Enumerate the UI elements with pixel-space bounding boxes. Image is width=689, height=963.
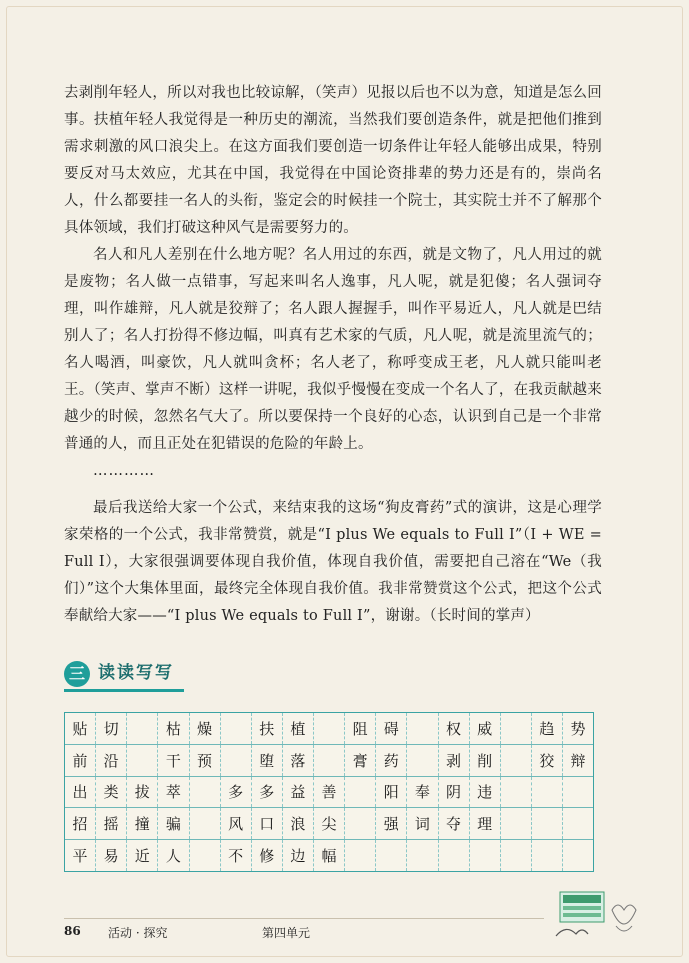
grid-cell [407,713,438,744]
grid-cell: 狡 [532,745,563,776]
grid-cell [376,840,407,871]
publisher-stamp-logo [552,890,644,940]
grid-cell [501,777,532,808]
grid-cell [190,808,221,839]
grid-cell: 招 [65,808,96,839]
grid-cell: 枯 [158,713,189,744]
grid-cell [532,777,563,808]
grid-cell: 碍 [376,713,407,744]
grid-cell: 易 [96,840,127,871]
grid-cell [532,808,563,839]
grid-cell: 威 [470,713,501,744]
grid-cell: 理 [470,808,501,839]
grid-row [65,777,593,809]
footer-divider [64,918,544,919]
grid-cell [470,840,501,871]
grid-cell: 风 [221,808,252,839]
grid-cell: 平 [65,840,96,871]
paragraph-2: 名人和凡人差别在什么地方呢？名人用过的东西，就是文物了，凡人用过的就是废物；名人做一点错事，写起来叫名人逸事，凡人呢，就是犯傻；名人强词夺理，叫作雄辩，凡人就是狡辩了；名人跟人握握手，叫作平易近人，凡人就是巴结别人了；名人打扮得不修边幅，叫真有艺术家的气质，凡人呢，就是流里流气的；名人喝酒，叫豪饮，凡人就叫贪杯；名人老了，称呼变成王老，凡人就只能叫老王。（笑声、掌声不断）这样一讲呢，我似乎慢慢在变成一个名人了，在我贡献越来越少的时候，忽然名气大了。所以要保持一个良好的心态，认识到自己是一个非常普通的人，而且正处在犯错误的危险的年龄上。 [64,247,602,452]
grid-cell: 口 [252,808,283,839]
grid-cell: 益 [283,777,314,808]
grid-cell: 剥 [439,745,470,776]
grid-cell [532,840,563,871]
grid-cell [190,777,221,808]
grid-cell: 修 [252,840,283,871]
vocabulary-grid [64,712,594,872]
grid-cell: 撞 [127,808,158,839]
grid-cell: 幅 [314,840,345,871]
grid-cell: 权 [439,713,470,744]
grid-cell: 词 [407,808,438,839]
grid-row [65,745,593,777]
grid-cell: 善 [314,777,345,808]
paragraph-1: 去剥削年轻人，所以对我也比较谅解，（笑声）见报以后也不以为意，知道是怎么回事。扶植年轻人我觉得是一种历史的潮流，当然我们要创造条件，就是把他们推到需求刺激的风口浪尖上。在这方面我们要创造一切条件让年轻人能够出成果，特别要反对马太效应，尤其在中国，我觉得在中国论资排辈的势力还是有的，崇尚名人，什么都要挂一名人的头衔，鉴定会的时候挂一个院士，其实院士并不了解那个具体领域，我们打破这种风气是需要努力的。 [64,85,602,236]
grid-cell [314,713,345,744]
grid-cell: 近 [127,840,158,871]
grid-cell [221,745,252,776]
section-underline [64,689,184,692]
grid-cell [439,840,470,871]
grid-cell: 削 [470,745,501,776]
grid-cell: 拔 [127,777,158,808]
grid-cell: 类 [96,777,127,808]
section-heading [64,660,194,690]
grid-cell [345,808,376,839]
grid-cell: 膏 [345,745,376,776]
grid-cell [563,840,593,871]
grid-cell: 浪 [283,808,314,839]
grid-cell [501,840,532,871]
grid-cell [563,777,593,808]
grid-cell: 摇 [96,808,127,839]
grid-cell: 扶 [252,713,283,744]
grid-cell: 多 [252,777,283,808]
grid-cell: 堕 [252,745,283,776]
grid-cell: 萃 [158,777,189,808]
grid-cell: 前 [65,745,96,776]
grid-row [65,840,593,871]
grid-cell: 违 [470,777,501,808]
grid-cell: 植 [283,713,314,744]
grid-cell: 夺 [439,808,470,839]
grid-cell [407,745,438,776]
grid-cell: 出 [65,777,96,808]
closing-paragraph: 最后我送给大家一个公式，来结束我的这场“狗皮膏药”式的演讲，这是心理学家荣格的一个公式，我非常赞赏，就是“I plus We equals to Full I”（I + WE = Full I），大家很强调要体现自我价值，体现自我价值，需要把自己溶在“We（我们）”这个大集体里面，最终完全体现自我价值。我非常赞赏这个公式，把这个公式奉献给大家——“I plus We equals to Full I”，谢谢。（长时间的掌声） [64,500,602,624]
grid-cell: 阴 [439,777,470,808]
grid-cell [501,713,532,744]
grid-cell: 药 [376,745,407,776]
grid-cell: 辩 [570,751,586,770]
grid-cell: 阻 [345,713,376,744]
grid-cell: 多 [221,777,252,808]
grid-cell: 阳 [376,777,407,808]
grid-cell [221,713,252,744]
grid-cell: 落 [283,745,314,776]
grid-cell: 趋 [532,713,563,744]
grid-cell: 预 [190,745,221,776]
section-number-badge: 三 [64,661,90,687]
grid-cell: 燥 [190,713,221,744]
grid-cell [190,840,221,871]
grid-cell [345,840,376,871]
footer-unit-label: 第四单元 [262,926,311,940]
grid-cell [563,808,593,839]
section-title: 读读写写 [98,663,174,683]
article-body [64,80,602,630]
grid-row [65,808,593,840]
ellipsis-line: ………… [93,463,155,479]
grid-cell: 人 [158,840,189,871]
grid-cell: 强 [376,808,407,839]
grid-cell [314,745,345,776]
grid-cell: 不 [221,840,252,871]
grid-cell [127,713,158,744]
grid-cell: 沿 [96,745,127,776]
grid-cell: 势 [570,719,586,738]
grid-cell [501,745,532,776]
page-footer [64,924,624,946]
grid-cell: 干 [158,745,189,776]
grid-cell: 边 [283,840,314,871]
grid-cell: 奉 [407,777,438,808]
grid-cell: 尖 [314,808,345,839]
grid-cell: 骗 [158,808,189,839]
grid-cell [407,840,438,871]
grid-cell [127,745,158,776]
footer-activity-label: 活动 · 探究 [108,926,168,940]
grid-cell [345,777,376,808]
grid-cell: 切 [96,713,127,744]
grid-cell [501,808,532,839]
page-number: 86 [64,924,81,938]
grid-cell: 贴 [65,713,96,744]
grid-row [65,713,593,745]
